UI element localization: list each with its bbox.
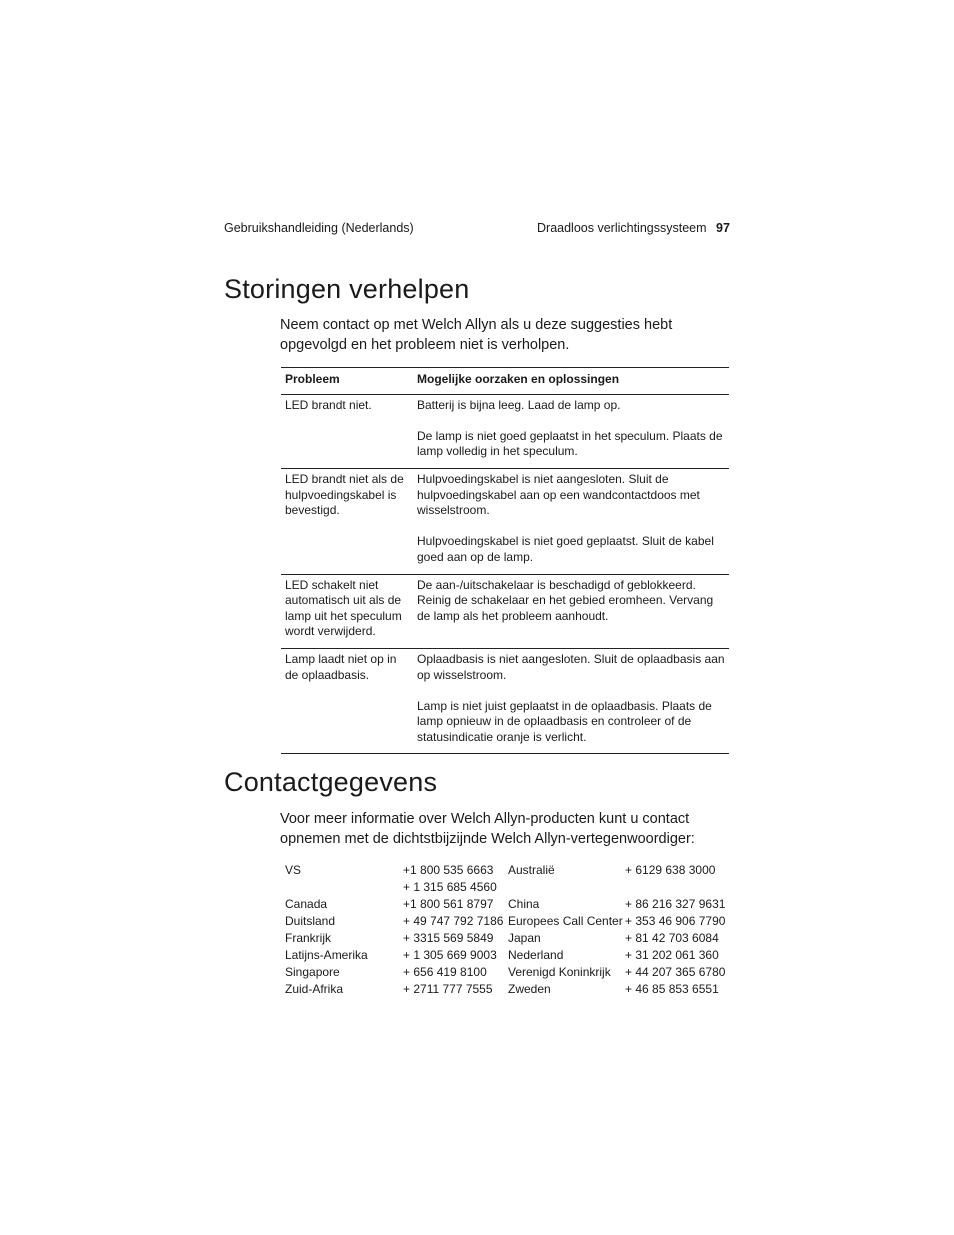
troubleshooting-intro: Neem contact op met Welch Allyn als u deze suggesties hebt opgevolgd en het probleem niet is verholpen. [280,317,673,353]
problem-cell: Lamp laadt niet op in de oplaadbasis. [281,648,413,754]
phone-number: + 6129 638 3000 [625,863,716,877]
phone-number: + 2711 777 7555 [403,982,493,996]
phone-number: + 86 216 327 9631 [625,897,726,911]
phone-number: + 31 202 061 360 [625,948,719,962]
solution-text: Oplaadbasis is niet aangesloten. Sluit de oplaadbasis aan op wisselstroom. [417,651,725,682]
phone-number: + 656 419 8100 [403,965,487,979]
list-item [285,930,735,947]
solution-cell [413,648,729,754]
table-row [281,574,729,648]
running-header-product: Draadloos verlichtingssysteem [537,221,707,235]
phone-number: +1 800 535 6663 [403,863,494,877]
phone-number: + 81 42 703 6084 [625,931,719,945]
contact-heading: Contactgegevens [224,767,438,797]
page-number: 97 [716,221,730,235]
phone-number: + 49 747 792 7186 [403,914,504,928]
solution-text: Hulpvoedingskabel is niet aangesloten. Sluit de hulpvoedingskabel aan op een wandcontactdoos met wisselstroom. [417,471,700,518]
phone-number: + 3315 569 5849 [403,931,494,945]
country-name [508,879,625,896]
list-item [285,947,735,964]
solution-cell [413,394,729,468]
column-header-problem: Probleem [281,368,413,395]
country-name: Duitsland [285,914,336,928]
country-name: Frankrijk [285,931,332,945]
country-name: Zweden [508,982,551,996]
problem-cell: LED brandt niet als de hulpvoedingskabel is bevestigd. [281,468,413,574]
solution-text: Batterij is bijna leeg. Laad de lamp op. [417,397,621,412]
running-header-manual: Gebruikshandleiding (Nederlands) [224,221,414,235]
table-row [281,468,729,574]
phone-number: + 353 46 906 7790 [625,914,726,928]
country-name: Japan [508,931,541,945]
country-name: Zuid-Afrika [285,982,344,996]
phone-number [625,879,735,896]
contact-list [285,862,735,998]
table-row [281,394,729,468]
country-name: China [508,897,540,911]
country-name: Canada [285,897,328,911]
solution-text: De lamp is niet goed geplaatst in het speculum. Plaats de lamp volledig in het speculum. [417,428,723,459]
list-item [285,879,735,896]
problem-cell: LED brandt niet. [281,394,413,468]
country-name: Europees Call Center [508,914,623,928]
country-name: VS [285,863,302,877]
country-name [285,879,403,896]
list-item [285,981,735,998]
phone-number: + 1 315 685 4560 [403,880,497,894]
country-name: Australië [508,863,555,877]
solution-text: Hulpvoedingskabel is niet goed geplaatst. Sluit de kabel goed aan op de lamp. [417,534,714,564]
phone-number: + 44 207 365 6780 [625,965,726,979]
country-name: Singapore [285,965,340,979]
troubleshooting-table [281,367,729,754]
table-row [281,648,729,754]
phone-number: + 46 85 853 6551 [625,982,719,996]
solution-cell [413,468,729,574]
solution-cell [413,574,729,648]
phone-number: + 1 305 669 9003 [403,948,497,962]
troubleshooting-heading: Storingen verhelpen [224,274,470,304]
list-item [285,964,735,981]
country-name: Nederland [508,948,564,962]
list-item [285,896,735,913]
contact-intro: Voor meer informatie over Welch Allyn-producten kunt u contact opnemen met de dichtstbijzijnde Welch Allyn-vertegenwoordiger: [280,811,695,847]
table-header-row [281,368,729,395]
list-item [285,913,735,930]
problem-cell: LED schakelt niet automatisch uit als de lamp uit het speculum wordt verwijderd. [281,574,413,648]
solution-text: Lamp is niet juist geplaatst in de oplaadbasis. Plaats de lamp opnieuw in de oplaadbasis en controleer of de statusindicatie oranje is verlicht. [417,698,712,744]
list-item [285,862,735,879]
phone-number: +1 800 561 8797 [403,897,494,911]
column-header-solution: Mogelijke oorzaken en oplossingen [413,368,729,395]
country-name: Verenigd Koninkrijk [508,965,611,979]
country-name: Latijns-Amerika [285,948,368,962]
solution-text: De aan-/uitschakelaar is beschadigd of geblokkeerd. Reinig de schakelaar en het gebied eromheen. Vervang de lamp als het probleem aanhoudt. [417,577,714,623]
